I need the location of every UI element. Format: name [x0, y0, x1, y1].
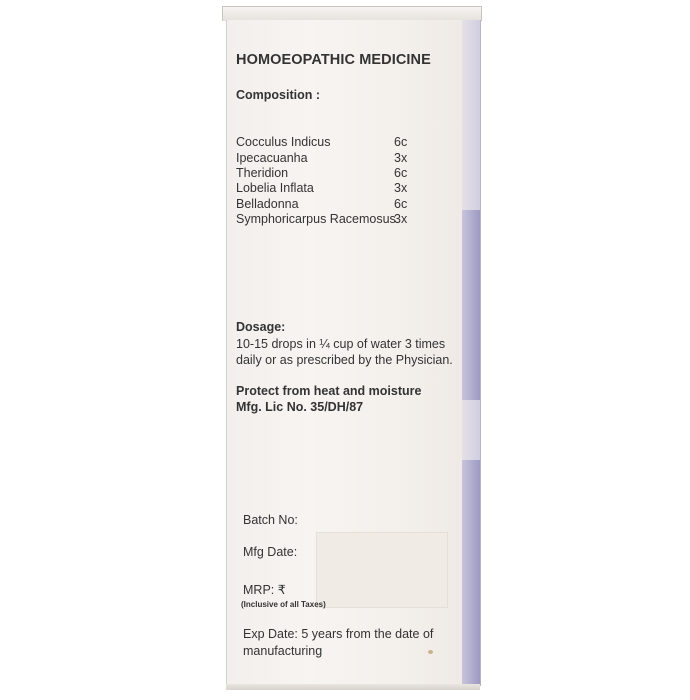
batch-label: Batch No: — [243, 513, 298, 527]
storage-instructions: Protect from heat and moisture — [236, 384, 422, 398]
print-speck — [428, 650, 433, 654]
ingredient-potency: 3x — [394, 181, 408, 195]
medicine-heading: HOMOEOPATHIC MEDICINE — [236, 52, 431, 68]
ingredient-potency: 3x — [394, 212, 408, 226]
box-bottom-edge — [226, 684, 480, 690]
mfg-date-label: Mfg Date: — [243, 545, 298, 559]
batch-stamp-area — [316, 532, 448, 608]
ingredient-potency: 3x — [394, 151, 408, 165]
ingredient-name: Lobelia Inflata — [236, 181, 314, 195]
tax-note: (Inclusive of all Taxes) — [241, 600, 326, 609]
expiry-line1: Exp Date: 5 years from the date of — [243, 627, 434, 641]
ingredient-name: Cocculus Indicus — [236, 135, 331, 149]
ingredient-potency: 6c — [394, 197, 408, 211]
ingredient-name: Theridion — [236, 166, 289, 180]
ingredient-name: Belladonna — [236, 197, 299, 211]
expiry-line2: manufacturing — [243, 644, 323, 658]
ingredient-name: Symphoricarpus Racemosus — [236, 212, 396, 226]
mrp-label: MRP: ₹ — [243, 583, 286, 597]
dosage-instructions-line1: 10-15 drops in ¼ cup of water 3 times — [236, 337, 446, 351]
purple-band-upper — [462, 210, 480, 400]
purple-band-lower — [462, 460, 480, 684]
composition-label: Composition : — [236, 88, 321, 102]
dosage-instructions-line2: daily or as prescribed by the Physician. — [236, 353, 453, 367]
license-number: Mfg. Lic No. 35/DH/87 — [236, 400, 364, 414]
ingredient-potency: 6c — [394, 135, 408, 149]
ingredient-name: Ipecacuanha — [236, 151, 308, 165]
dosage-label: Dosage: — [236, 320, 286, 334]
ingredient-potency: 6c — [394, 166, 408, 180]
box-top-edge — [222, 6, 482, 21]
